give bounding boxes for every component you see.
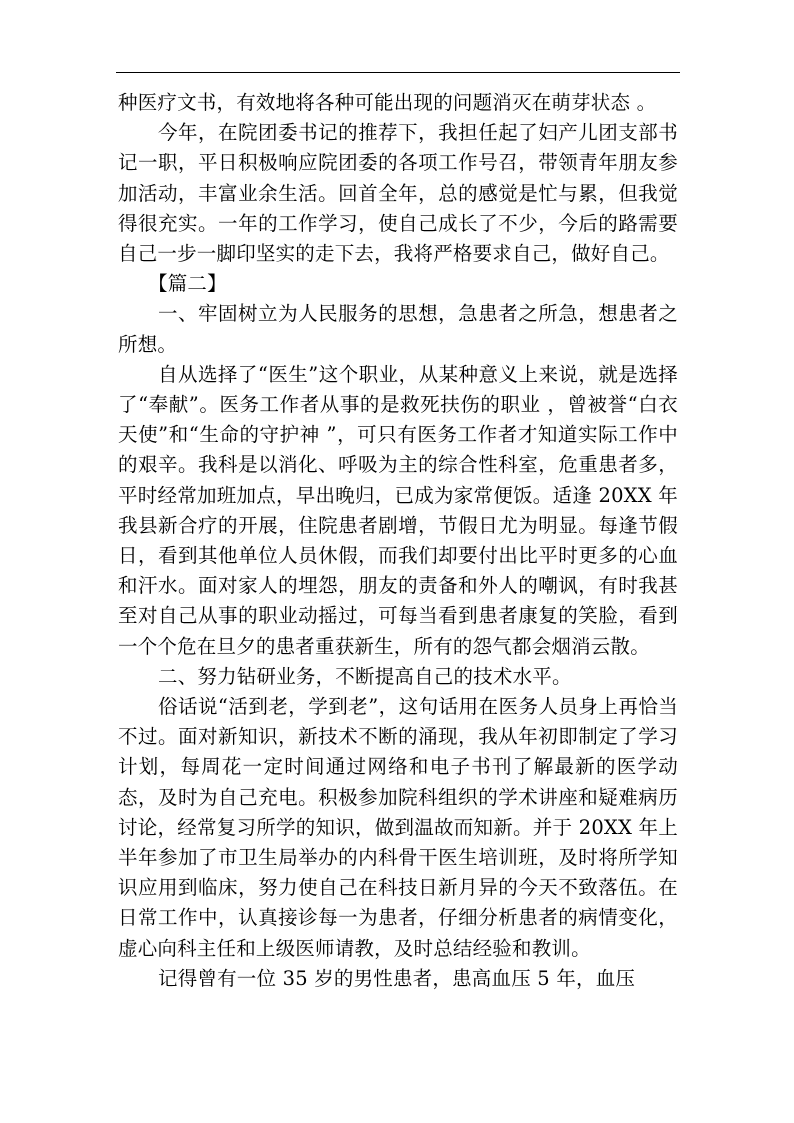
paragraph: 俗话说“活到老，学到老”，这句话用在医务人员身上再恰当不过。面对新知识，新技术不断的涌现，我从年初即制定了学习计划，每周花一定时间通过网络和电子书刊了解最新的医学动态，及时为自己充电。积极参加院科组织的学术讲座和疑难病历讨论，经常复习所学的知识，做到温故而知新。并于 20XX 年上半年参加了市卫生局举办的内科骨干医生培训班，及时将所学知识应用到临床，努力使自己在科技日新月异的今天不致落伍。在日常工作中，认真接诊每一为患者，仔细分析患者的病情变化，虚心向科主任和上级医师请教，及时总结经验和教训。 bbox=[118, 695, 678, 960]
paragraph: 自从选择了“医生”这个职业，从某种意义上来说，就是选择了“奉献”。医务工作者从事的是救死扶伤的职业 ，曾被誉“白衣天使”和“生命的守护神 ”，可只有医务工作者才知道实际工作中的艰辛。我科是以消化、呼吸为主的综合性科室，危重患者多，平时经常加班加点，早出晚归，已成为家常便饭。适逢 20XX 年我县新合疗的开展，住院患者剧增，节假日尤为明显。每逢节假日，看到其他单位人员休假，而我们却要付出比平时更多的心血和汗水。面对家人的埋怨，朋友的责备和外人的嘲讽，有时我甚至对自己从事的职业动摇过，可每当看到患者康复的笑脸，看到一个个危在旦夕的患者重获新生，所有的怨气都会烟消云散。 bbox=[118, 362, 678, 658]
paragraph: 今年，在院团委书记的推荐下，我担任起了妇产儿团支部书记一职，平日积极响应院团委的各项工作号召，带领青年朋友参加活动，丰富业余生活。回首全年，总的感觉是忙与累，但我觉得很充实。一年的工作学习，使自己成长了不少，今后的路需要自己一步一脚印坚实的走下去，我将严格要求自己，做好自己。 bbox=[118, 121, 678, 266]
document-body bbox=[118, 88, 678, 994]
paragraph: 一、牢固树立为人民服务的思想，急患者之所急，想患者之所想。 bbox=[118, 302, 678, 356]
paragraph: 记得曾有一位 35 岁的男性患者，患高血压 5 年，血压 bbox=[158, 966, 636, 990]
paragraph: 种医疗文书，有效地将各种可能出现的问题消灭在萌芽状态 。 bbox=[118, 91, 657, 114]
header-rule bbox=[116, 72, 680, 73]
paragraph: 二、努力钻研业务，不断提高自己的技术水平。 bbox=[158, 664, 572, 688]
section-heading: 【篇二】 bbox=[148, 272, 227, 296]
